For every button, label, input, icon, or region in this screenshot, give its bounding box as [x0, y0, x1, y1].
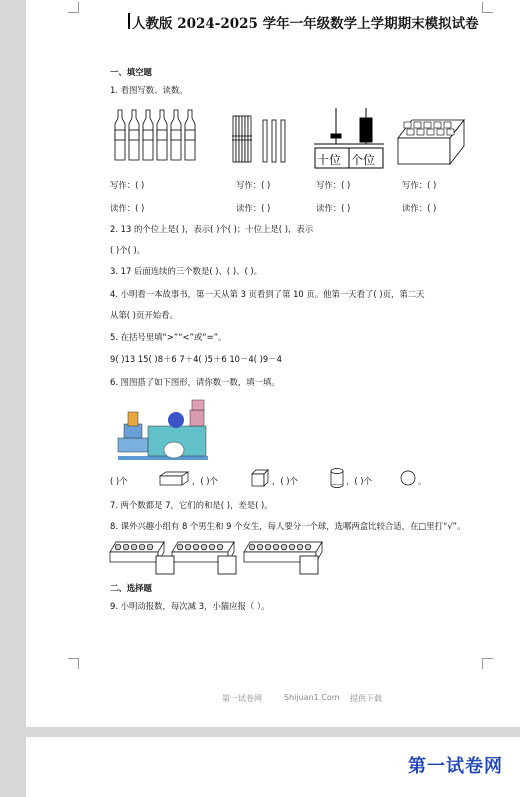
cube-icon [250, 468, 270, 488]
question-6: 6. 图图搭了如下图形，请你数一数，填一填。 [110, 377, 280, 387]
question-1: 1. 看图写数、读数。 [110, 85, 188, 95]
q1-write-1: 写作：( ) [110, 180, 145, 190]
corner-mark [68, 658, 79, 669]
corner-mark [68, 2, 79, 13]
q1-read-4: 读作：( ) [402, 203, 437, 213]
q1-write-4: 写作：( ) [402, 180, 437, 190]
question-3: 3. 17 后面连续的三个数是( )、( )、( )。 [110, 266, 263, 276]
blocks-figure [114, 398, 214, 460]
bottle-shape [157, 110, 167, 160]
footer-center: Shijuan1.Com [284, 693, 340, 702]
sphere-icon [400, 470, 416, 486]
question-5: 5. 在括号里填“>”“<”或“=”。 [110, 332, 227, 342]
abacus-tens-label: 十位 [317, 153, 342, 167]
cube-shape [444, 122, 451, 128]
bottles-figure [112, 108, 202, 164]
cubes-box-figure [396, 116, 466, 166]
question-2-line-1: 2. 13 的个位上是( )，表示( )个( )；十位上是( )，表示 [110, 224, 314, 234]
cube-shape [447, 129, 454, 135]
q6-count-cylinder: ，( )个 [272, 476, 298, 486]
question-2-line-2: ( )个( )。 [110, 245, 146, 255]
question-9: 9. 小明动报数，每次减 3，小猫应报（ ）。 [110, 601, 270, 611]
page-title: 人教版 2024-2025 学年一年级数学上学期期末模拟试卷 [132, 12, 479, 32]
bottle-shape [129, 110, 139, 160]
q6-count-sphere: ，( )个 [346, 476, 372, 486]
cube-shape [414, 122, 421, 128]
section-heading-choice: 二、选择题 [110, 583, 152, 593]
q1-write-3: 写作：( ) [316, 180, 351, 190]
section-heading-fill: 一、填空题 [110, 67, 152, 77]
bottle-shape [185, 110, 195, 160]
cube-shape [437, 129, 444, 135]
question-4-line-2: 从第( )页开始看。 [110, 310, 178, 320]
corner-mark [482, 658, 493, 669]
q6-count-cube: ，( )个 [192, 476, 218, 486]
bottle-shape [171, 110, 181, 160]
question-5-items: 9( )13 15( )8＋6 7＋4( )5＋6 10－4( )9－4 [110, 354, 282, 364]
footer-left: 第一试卷网 [222, 694, 262, 703]
cube-shape [407, 129, 414, 135]
cylinder-icon [330, 468, 344, 488]
cube-shape [424, 122, 431, 128]
cube-shape [434, 122, 441, 128]
brand-watermark: 第一试卷网 [408, 756, 503, 777]
cube-shape [417, 129, 424, 135]
q6-count-cuboid: ( )个 [110, 476, 128, 486]
q6-end: 。 [418, 476, 427, 486]
q1-write-2: 写作：( ) [236, 180, 271, 190]
cube-shape [427, 129, 434, 135]
footer-right: 提供下载 [350, 694, 382, 703]
question-8: 8. 课外兴趣小组有 8 个男生和 9 个女生，每人要分一个球，选哪两盒比较合适，在□里打“√”。 [110, 521, 466, 531]
ball-boxes-figure [110, 538, 326, 578]
question-7: 7. 两个数都是 7，它们的和是( )，差是( )。 [110, 500, 273, 510]
cube-shape [404, 122, 411, 128]
cuboid-icon [158, 470, 190, 486]
question-4-line-1: 4. 小明看一本故事书，第一天从第 3 页看到了第 10 页。他第一天看了( )页，第二天 [110, 289, 425, 299]
sticks-figure [230, 114, 290, 164]
q1-read-2: 读作：( ) [236, 203, 271, 213]
q1-read-1: 读作：( ) [110, 203, 145, 213]
abacus-ones-label: 个位 [351, 153, 376, 167]
bottle-shape [143, 110, 153, 160]
bottle-shape [115, 110, 125, 160]
corner-mark [482, 2, 493, 13]
q1-read-3: 读作：( ) [316, 203, 351, 213]
